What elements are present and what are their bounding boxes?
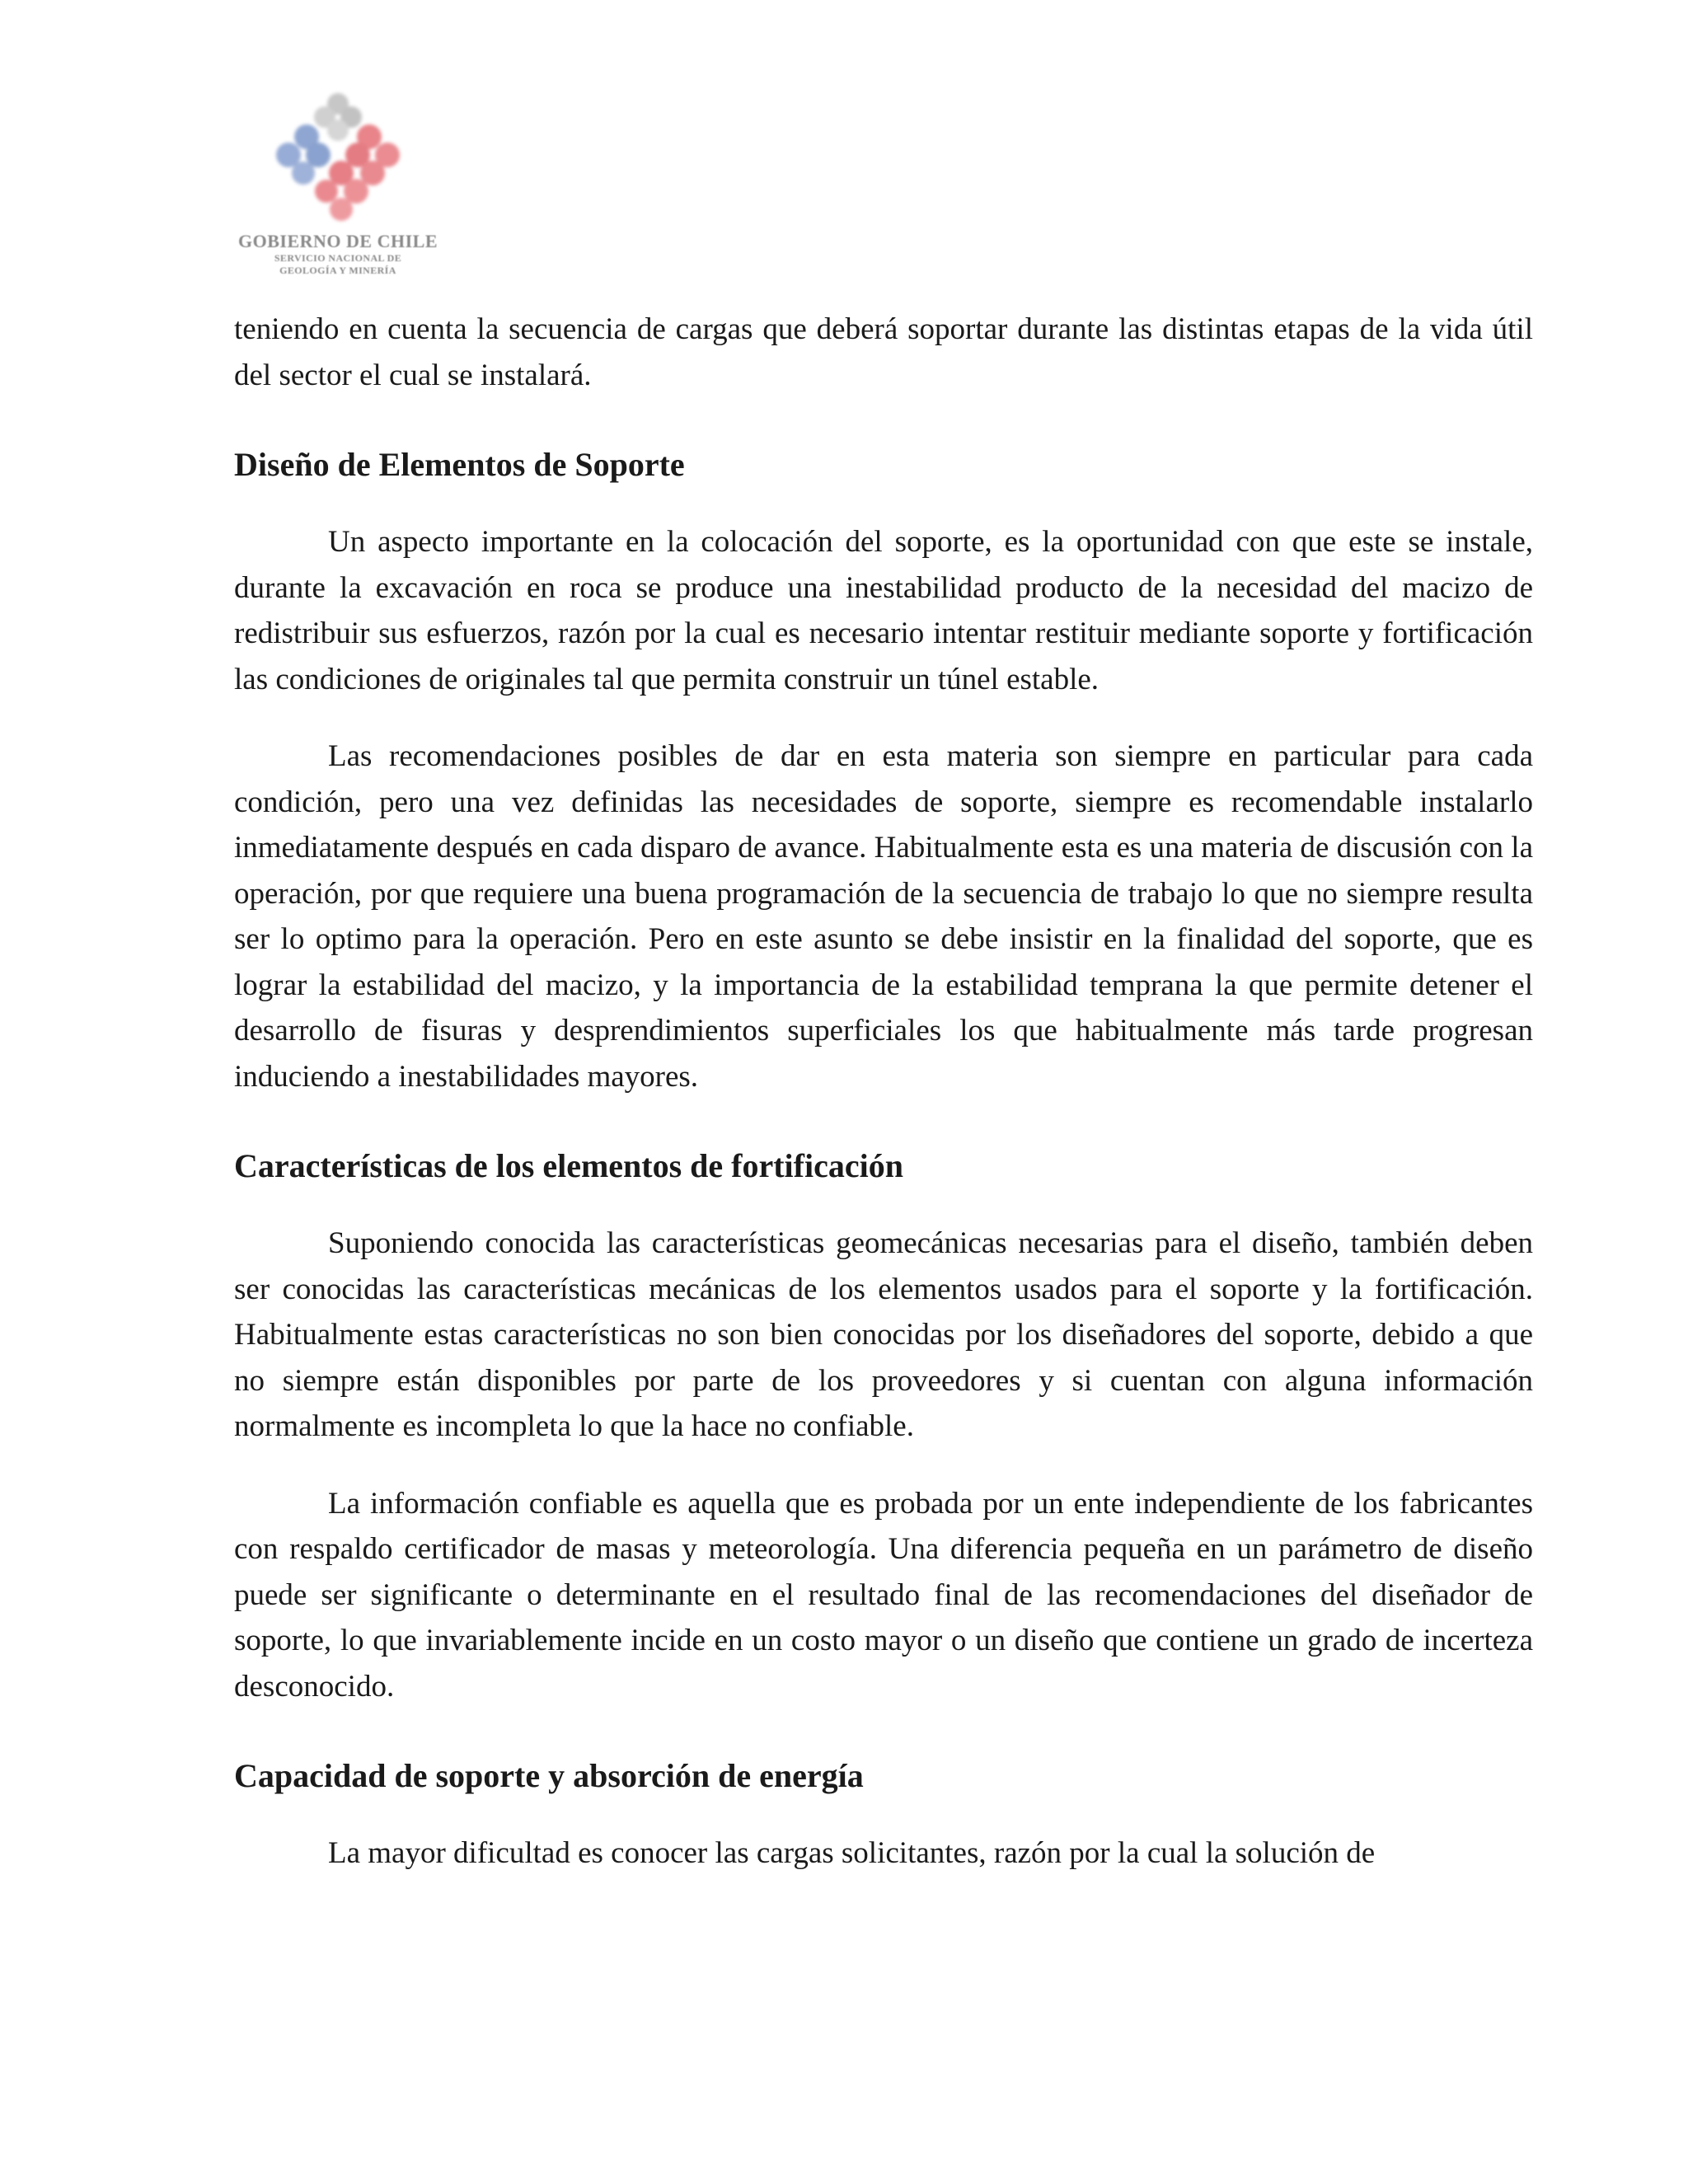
paragraph-recomendaciones: Las recomendaciones posibles de dar en esta materia son siempre en particular para cada condición, pero una vez definidas las necesidades de soporte, siempre es recomendable instalarlo inmediatamente después en cada disparo de avance. Habitualmente esta es una materia de discusión con la operación, por que requiere una buena programación de la secuencia de trabajo lo que no siempre resulta ser lo optimo para la operación. Pero en este asunto se debe insistir en la finalidad del soporte, que es lograr la estabilidad del macizo, y la importancia de la estabilidad temprana la que permite detener el desarrollo de fisuras y desprendimientos superficiales los que habitualmente más tarde progresan induciendo a inestabilidades mayores. (234, 739, 1533, 1094)
continuation-paragraph: teniendo en cuenta la secuencia de cargas que deberá soportar durante las distintas etapas de la vida útil del sector el cual se instalará. (234, 312, 1533, 392)
paragraph-suponiendo: Suponiendo conocida las características geomecánicas necesarias para el diseño, también deben ser conocidas las características mecánicas de los elementos usados para el soporte y la fortificación. Habitualmente estas características no son bien conocidas por los diseñadores del soporte, debido a que no siempre están disponibles por parte de los proveedores y si cuentan con alguna información normalmente es incompleta lo que la hace no confiable. (234, 1226, 1533, 1443)
logo-title: GOBIERNO DE CHILE (238, 231, 438, 251)
section-heading-capacidad: Capacidad de soporte y absorción de energía (234, 1757, 864, 1794)
logo-subtitle-2: GEOLOGÍA Y MINERÍA (279, 265, 396, 276)
logo-subtitle-1: SERVICIO NACIONAL DE (274, 252, 402, 264)
document-body (234, 307, 1533, 1877)
gobierno-de-chile-logo (231, 89, 445, 287)
paragraph-mayor-dificultad: La mayor dificultad es conocer las cargas solicitantes, razón por la cual la solución de (328, 1836, 1376, 1870)
paragraph-informacion-confiable: La información confiable es aquella que es probada por un ente independiente de los fabricantes con respaldo certificador de masas y meteorología. Una diferencia pequeña en un parámetro de diseño puede ser significante o determinante en el resultado final de las recomendaciones del diseñador de soporte, lo que invariablemente incide en un costo mayor o un diseño que contiene un grado de incerteza desconocido. (234, 1486, 1533, 1704)
logo-diamond-icon (256, 89, 420, 229)
section-heading-caracteristicas: Características de los elementos de fortificación (234, 1147, 903, 1184)
logo-text (231, 231, 445, 277)
paragraph-aspecto-importante: Un aspecto importante en la colocación del soporte, es la oportunidad con que este se instale, durante la excavación en roca se produce una inestabilidad producto de la necesidad del macizo de redistribuir sus esfuerzos, razón por la cual es necesario intentar restituir mediante soporte y fortificación las condiciones de originales tal que permita construir un túnel estable. (234, 525, 1533, 696)
section-heading-diseno: Diseño de Elementos de Soporte (234, 446, 685, 483)
